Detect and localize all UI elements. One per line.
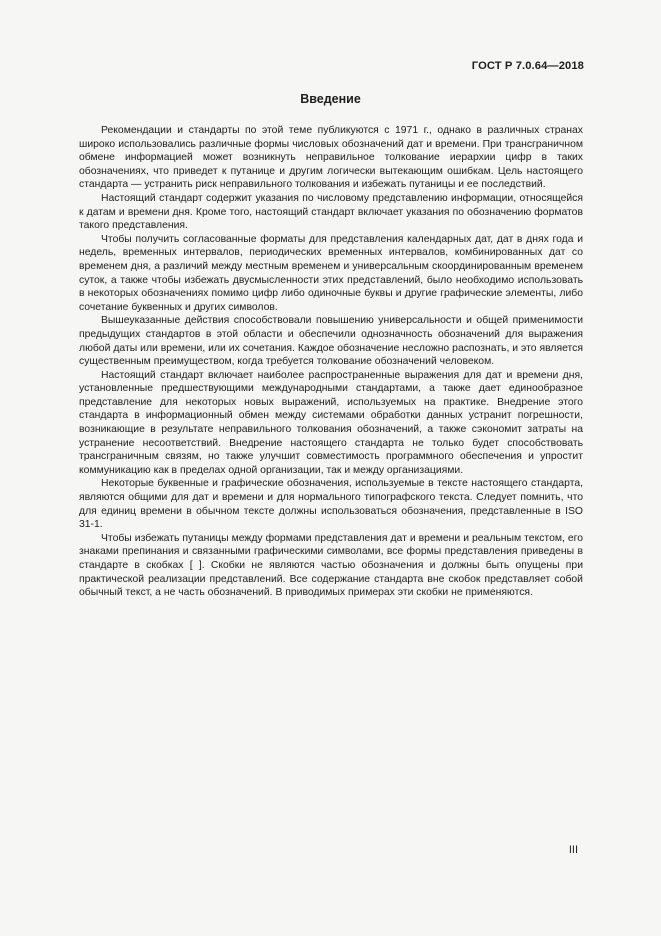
paragraph: Рекомендации и стандарты по этой теме публикуются с 1971 г., однако в различных странах широко использовались различные формы числовых обозначений дат и времени. При трансграничном обмене информацией может возникнуть неправильное толкование иерархии цифр в таких обозначениях, что приведет к путанице и другим логически вытекающим ошибкам. Цель настоящего стандарта — устранить риск неправильного толкования и избежать путаницы и ее последствий.	[79, 125, 583, 191]
paragraph: Некоторые буквенные и графические обозначения, используемые в тексте настоящего стандарта, являются общими для дат и времени и для нормального типографского текста. Следует помнить, что для единиц времени в обычном тексте должны использоваться обозначения, представленные в ISO 31-1.	[79, 478, 583, 531]
paragraph: Настоящий стандарт содержит указания по числовому представлению информации, относящейся к датам и времени дня. Кроме того, настоящий стандарт включает указания по обозначению форматов такого представления.	[79, 192, 583, 232]
standard-code: ГОСТ Р 7.0.64—2018	[471, 60, 584, 72]
section-title: Введение	[300, 92, 361, 106]
body-text	[79, 124, 583, 600]
paragraph: Настоящий стандарт включает наиболее распространенные выражения для дат и времени дня, установленные предшествующими международными стандартами, а также дает единообразное представление для некоторых новых выражений, используемых на практике. Внедрение этого стандарта в информационный обмен между системами обработки данных устранит погрешности, возникающие в результате неправильного толкования обозначений, а также сэкономит затраты на устранение несоответствий. Внедрение настоящего стандарта не только будет способствовать трансграничным связям, но также улучшит совместимость программного обеспечения и упростит коммуникацию как в пределах одной организации, так и между организациями.	[79, 369, 583, 476]
page-number: III	[568, 844, 578, 856]
paragraph: Вышеуказанные действия способствовали повышению универсальности и общей применимости предыдущих стандартов в этой области и обеспечили однозначность обозначений для выражения любой даты или времени, или их сочетания. Каждое обозначение несложно распознать, и это является существенным преимуществом, когда требуется толкование обозначений человеком.	[79, 315, 583, 368]
paragraph: Чтобы получить согласованные форматы для представления календарных дат, дат в днях года и недель, временных интервалов, периодических временных интервалов, комбинированных дат со временем дня, а различий между местным временем и универсальным скоординированным временем суток, а также чтобы избежать двусмысленности этих представлений, было необходимо использовать в некоторых обозначениях помимо цифр либо одиночные буквы и другие графические элементы, либо сочетание буквенных и других символов.	[79, 233, 583, 313]
paragraph: Чтобы избежать путаницы между формами представления дат и времени и реальным текстом, его знаками препинания и связанными графическими символами, все формы представления приведены в стандарте в скобках [ ]. Скобки не являются частью обозначения и должны быть опущены при практической реализации представлений. Все содержание стандарта вне скобок представляет собой обычный текст, а не часть обозначений. В приводимых примерах эти скобки не применяются.	[79, 532, 583, 599]
